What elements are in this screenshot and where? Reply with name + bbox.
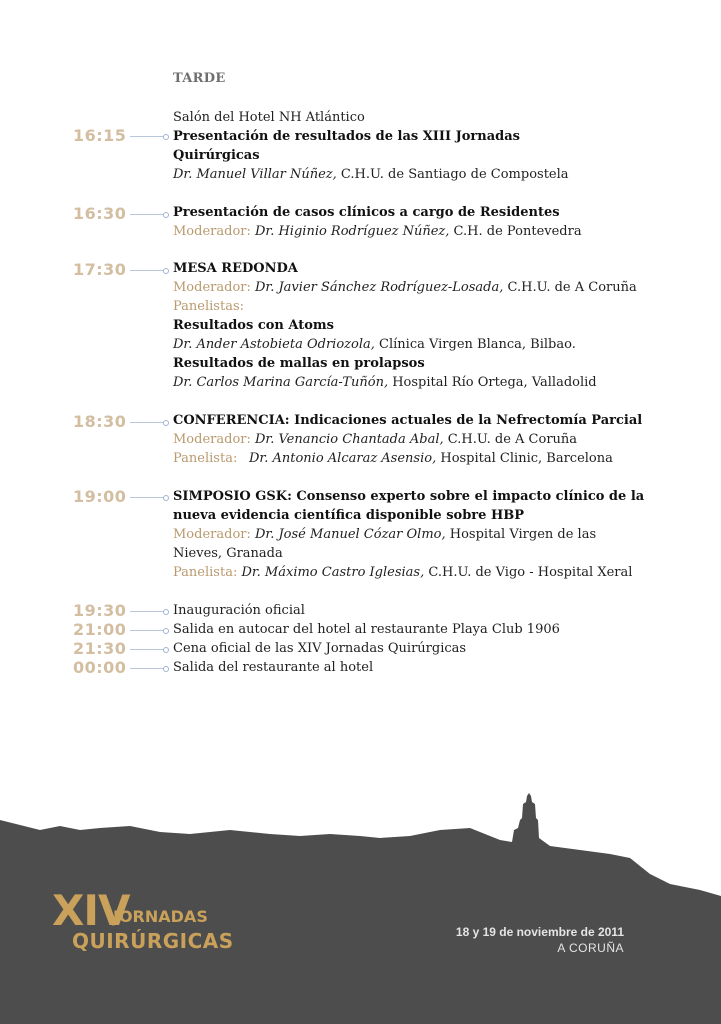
venue: Salón del Hotel NH Atlántico [173,110,365,125]
speaker-name: Dr. José Manuel Cózar Olmo, [255,527,446,542]
talk-title: Resultados de mallas en prolapsos [173,356,425,371]
time-label: 00:00 [73,658,127,677]
connector-line [130,136,167,137]
item-title: nueva evidencia científica disponible sobre HBP [173,508,524,523]
item-content [173,203,633,241]
connector-line [130,270,167,271]
speaker-name: Dr. Máximo Castro Iglesias, [241,565,425,580]
speaker-affiliation: Hospital Río Ortega, Valladolid [388,375,597,390]
time-label: 18:30 [73,412,127,431]
speaker-line [173,335,633,354]
speaker-name: Dr. Venancio Chantada Abal, [255,432,444,447]
evening-text: Inauguración oficial [173,603,305,618]
moderator-line [173,525,633,544]
item-title: SIMPOSIO GSK: Consenso experto sobre el impacto clínico de la [173,489,645,504]
role-label: Moderador: [173,432,255,447]
speaker-name: Dr. Antonio Alcaraz Asensio, [249,451,437,466]
panelist-line [173,449,633,468]
talk-title: Resultados con Atoms [173,318,334,333]
connector-line [130,649,167,650]
item-title: MESA REDONDA [173,261,298,276]
connector-line [130,611,167,612]
brand-logo-numeral: XIV [52,886,130,935]
role-label: Moderador: [173,280,255,295]
moderator-line [173,430,633,449]
brand-logo-line2: QUIRÚRGICAS [72,929,234,953]
item-content [173,108,633,184]
event-city: A CORUÑA [557,941,624,955]
speaker-affiliation: C.H.U. de Vigo - Hospital Xeral [424,565,633,580]
evening-text: Cena oficial de las XIV Jornadas Quirúrgicas [173,641,467,656]
item-title: CONFERENCIA: Indicaciones actuales de la Nefrectomía Parcial [173,413,643,428]
time-label: 16:30 [73,204,127,223]
panelist-line [173,563,633,582]
connector-line [130,668,167,669]
connector-line [130,630,167,631]
event-date: 18 y 19 de noviembre de 2011 [455,925,624,939]
speaker-affiliation: C.H.U. de A Coruña [503,280,637,295]
time-label: 21:30 [73,639,127,658]
speaker-affiliation: Clínica Virgen Blanca, Bilbao. [374,337,576,352]
time-label: 16:15 [73,126,127,145]
connector-line [130,214,167,215]
connector-line [130,497,167,498]
speaker-name: Dr. Ander Astobieta Odriozola, [173,337,375,352]
item-title: Presentación de casos clínicos a cargo de Residentes [173,205,560,220]
role-label: Panelista: [173,451,238,466]
role-label: Moderador: [173,224,255,239]
speaker-line [173,373,633,392]
moderator-line [173,278,637,297]
connector-line [130,422,167,423]
role-label: Moderador: [173,527,255,542]
evening-text: Salida del restaurante al hotel [173,660,374,675]
affiliation-continuation: Nieves, Granada [173,546,283,561]
time-label: 19:30 [73,601,127,620]
speaker-name: Dr. Higinio Rodríguez Núñez, [255,224,450,239]
item-content [173,487,645,582]
speaker-name: Dr. Manuel Villar Núñez, [173,167,337,182]
item-title: Presentación de resultados de las XIII Jornadas [173,129,520,144]
role-label: Panelista: [173,565,242,580]
time-label: 17:30 [73,260,127,279]
speaker-affiliation: Hospital Clinic, Barcelona [436,451,613,466]
speaker-affiliation: Hospital Virgen de las [445,527,597,542]
role-label: Panelistas: [173,299,244,314]
time-label: 19:00 [73,487,127,506]
speaker-affiliation: C.H.U. de A Coruña [443,432,578,447]
section-title: TARDE [173,71,226,86]
item-content [173,259,637,392]
time-label: 21:00 [73,620,127,639]
speaker-line [173,165,633,184]
speaker-name: Dr. Javier Sánchez Rodríguez-Losada, [255,280,504,295]
item-content [173,411,643,468]
item-title: Quirúrgicas [173,148,260,163]
speaker-name: Dr. Carlos Marina García-Tuñón, [173,375,389,390]
brand-logo-line1: JORNADAS [113,907,208,926]
moderator-line [173,222,633,241]
speaker-affiliation: C.H. de Pontevedra [449,224,582,239]
speaker-affiliation: C.H.U. de Santiago de Compostela [336,167,569,182]
evening-text: Salida en autocar del hotel al restaurante Playa Club 1906 [173,622,560,637]
